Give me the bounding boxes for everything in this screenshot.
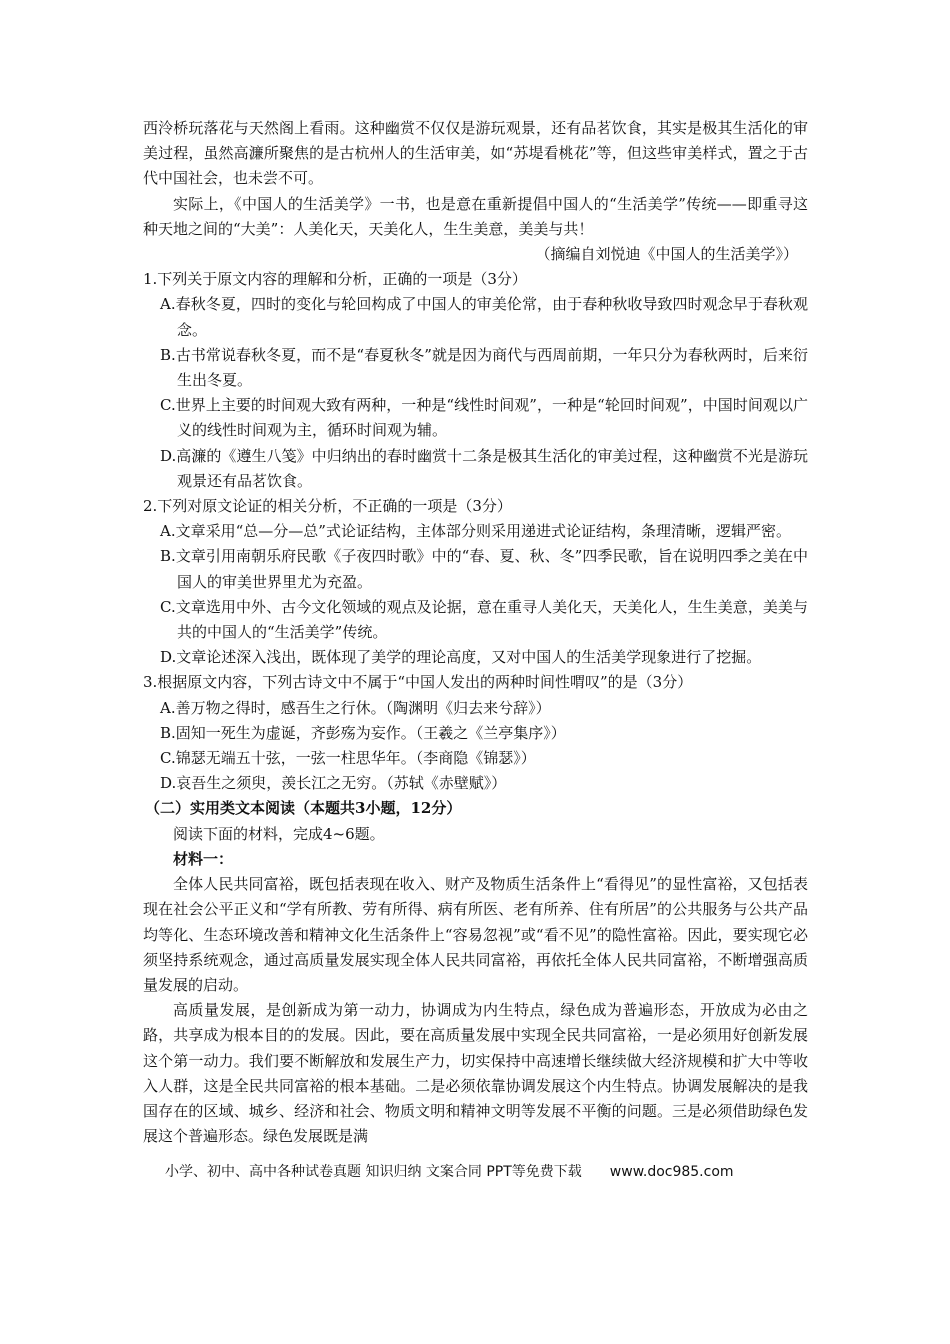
question-3	[143, 670, 808, 796]
option-a: A.文章采用“总—分—总”式论证结构，主体部分则采用递进式论证结构，条理清晰，逻辑严密。	[160, 522, 791, 541]
page-footer	[165, 1161, 825, 1181]
option-c: C.锦瑟无端五十弦，一弦一柱思华年。（李商隐《锦瑟》）	[160, 749, 536, 768]
footer-text: 小学、初中、高中各种试卷真题 知识归纳 文案合同 PPT等免费下载	[165, 1164, 582, 1180]
footer-site-link[interactable]: www.doc985.com	[609, 1164, 734, 1180]
section-instruction: 阅读下面的材料，完成4~6题。	[173, 824, 385, 843]
question-2	[143, 494, 808, 670]
question-stem: 2.下列对原文论证的相关分析，不正确的一项是（3分）	[143, 497, 512, 516]
option-d: D.高濂的《遵生八笺》中归纳出的春时幽赏十二条是极其生活化的审美过程，这种幽赏不光是游玩观景还有品茗饮食。	[160, 446, 808, 490]
option-c: C.文章选用中外、古今文化领域的观点及论据，意在重寻人美化天，天美化人，生生美意，美美与共的中国人的“生活美学”传统。	[160, 597, 808, 642]
section-heading: （二）实用类文本阅读（本题共3小题，12分）	[145, 799, 462, 818]
option-a: A.善万物之得时，感吾生之行休。（陶渊明《归去来兮辞》）	[160, 698, 551, 717]
question-stem: 3.根据原文内容，下列古诗文中不属于“中国人发出的两种时间性喟叹”的是（3分）	[143, 673, 693, 692]
option-a: A.春秋冬夏，四时的变化与轮回构成了中国人的审美伦常，由于春种秋收导致四时观念早于春秋观念。	[160, 295, 808, 339]
option-c: C.世界上主要的时间观大致有两种，一种是“线性时间观”，一种是“轮回时间观”，中国时间观以广义的线性时间观为主，循环时间观为辅。	[160, 396, 808, 440]
exam-content	[143, 116, 808, 1149]
option-d: D.文章论述深入浅出，既体现了美学的理论高度，又对中国人的生活美学现象进行了挖掘。	[160, 648, 762, 667]
option-b: B.古书常说春秋冬夏，而不是“春夏秋冬”就是因为商代与西周前期，一年只分为春秋两时，后来衍生出冬夏。	[160, 345, 808, 390]
paragraph-continuation: 西泠桥玩落花与天然阁上看雨。这种幽赏不仅仅是游玩观景，还有品茗饮食，其实是极其生活化的审美过程，虽然高濂所聚焦的是古杭州人的生活审美，如“苏堤看桃花”等，但这些审美样式，置之于古代中国社会，也未尝不可。	[143, 119, 808, 188]
material-paragraph-2: 高质量发展，是创新成为第一动力，协调成为内生特点，绿色成为普遍形态，开放成为必由之路，共享成为根本目的的发展。因此，要在高质量发展中实现全民共同富裕，一是必须用好创新发展这个第一动力。我们要不断解放和发展生产力，切实保持中高速增长继续做大经济规模和扩大中等收入人群，这是全民共同富裕的根本基础。二是必须依靠协调发展这个内生特点。协调发展解决的是我国存在的区域、城乡、经济和社会、物质文明和精神文明等发展不平衡的问题。三是必须借助绿色发展这个普遍形态。绿色发展既是满	[143, 1001, 808, 1146]
material-label: 材料一：	[173, 849, 234, 868]
option-d: D.哀吾生之须臾，羡长江之无穷。（苏轼《赤壁赋》）	[160, 774, 507, 793]
material-paragraph-1: 全体人民共同富裕，既包括表现在收入、财产及物质生活条件上“看得见”的显性富裕，又包括表现在社会公平正义和“学有所教、劳有所得、病有所医、老有所养、住有所居”的公共服务与公共产品均等化、生态环境改善和精神文化生活条件上“容易忽视”或“看不见”的隐性富裕。因此，要实现它必须坚持系统观念，通过高质量发展实现全体人民共同富裕，再依托全体人民共同富裕，不断增强高质量发展的启动。	[143, 875, 808, 994]
source-citation: （摘编自刘悦迪《中国人的生活美学》）	[535, 245, 798, 264]
question-1	[143, 267, 808, 494]
question-stem: 1.下列关于原文内容的理解和分析，正确的一项是（3分）	[143, 270, 527, 289]
option-b: B.固知一死生为虚诞，齐彭殇为妄作。（王羲之《兰亭集序》）	[160, 723, 566, 742]
paragraph-conclusion: 实际上，《中国人的生活美学》一书，也是意在重新提倡中国人的“生活美学”传统——即重寻这种天地之间的“大美”：人美化天，天美化人，生生美意，美美与共！	[143, 194, 808, 238]
option-b: B.文章引用南朝乐府民歌《子夜四时歌》中的“春、夏、秋、冬”四季民歌，旨在说明四季之美在中国人的审美世界里尤为充盈。	[160, 547, 808, 591]
